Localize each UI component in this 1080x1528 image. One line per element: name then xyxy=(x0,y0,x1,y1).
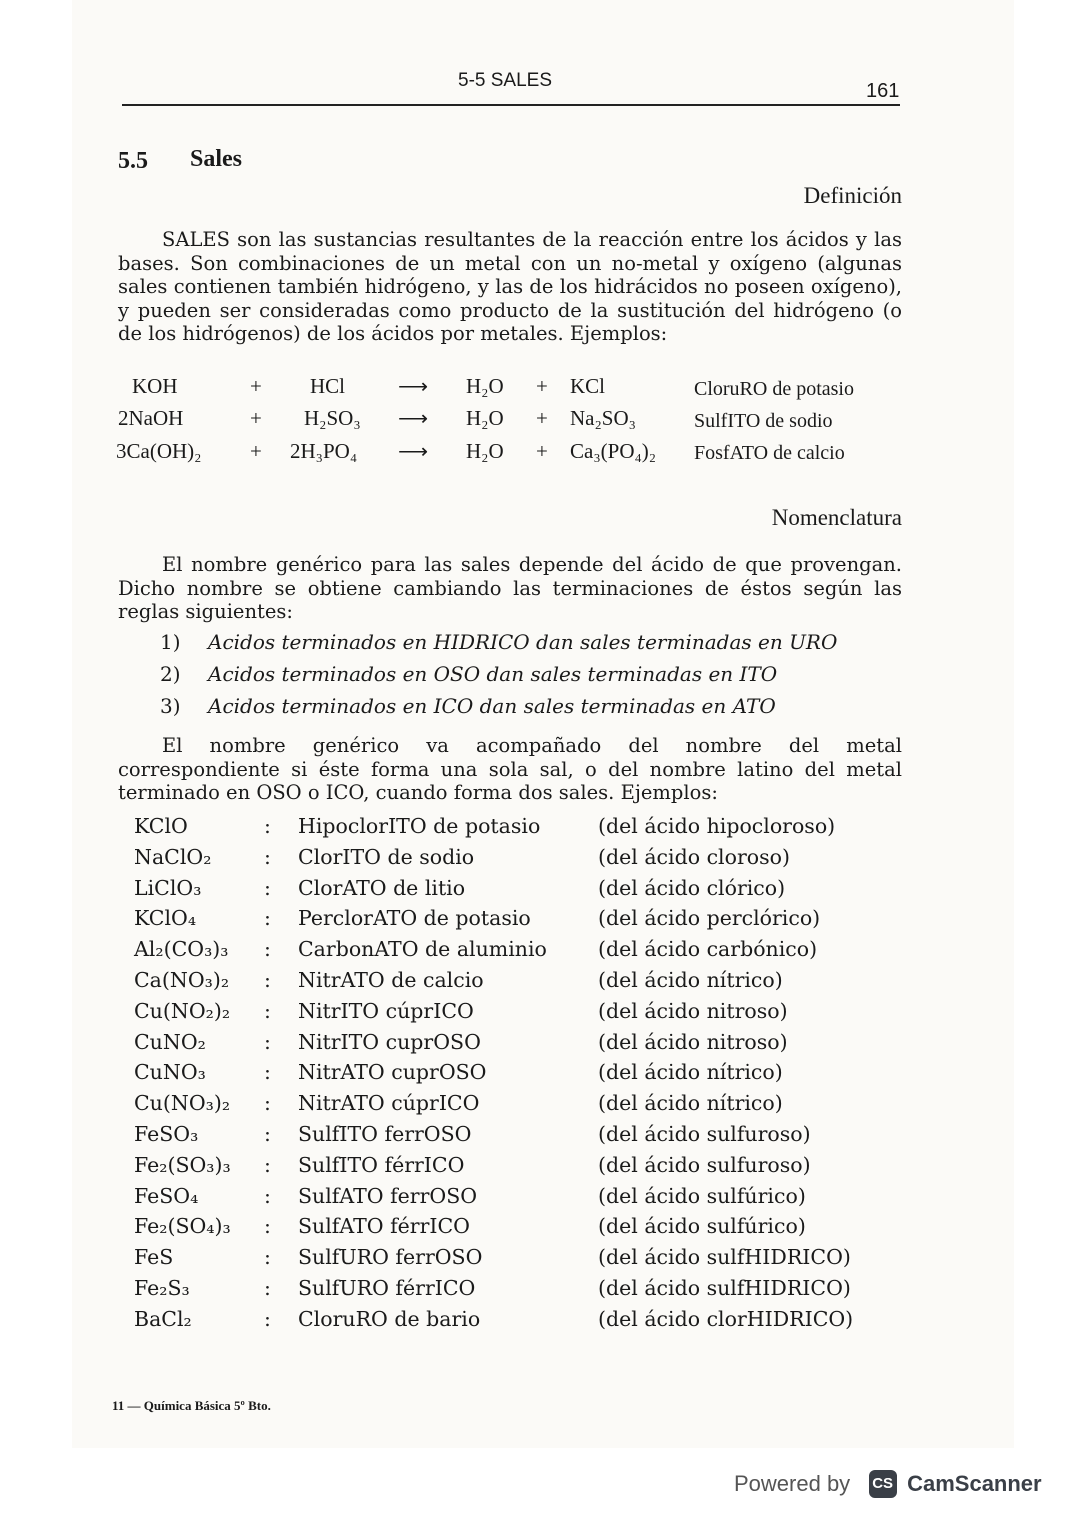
page-number: 161 xyxy=(866,80,900,102)
camscanner-logo-icon: CS xyxy=(869,1470,897,1498)
camscanner-watermark xyxy=(734,1470,1042,1506)
example-colon: : xyxy=(264,1060,271,1084)
example-colon: : xyxy=(264,876,271,900)
eq-arrow: ⟶ xyxy=(398,439,429,463)
eq-acid: HCl xyxy=(310,374,346,398)
powered-by-text: Powered by xyxy=(734,1471,851,1496)
example-colon: : xyxy=(264,1184,271,1208)
example-acid-origin: (del ácido nitroso) xyxy=(598,1030,788,1054)
example-salt-name: PerclorATO de potasio xyxy=(298,906,531,930)
example-salt-name: SulfATO férrICO xyxy=(298,1214,470,1238)
rule-text: Acidos terminados en HIDRICO dan sales terminadas en URO xyxy=(208,630,838,654)
example-salt-name: NitrITO cúprICO xyxy=(298,999,474,1023)
rule-number: 2) xyxy=(160,662,181,686)
example-formula: CuNO₂ xyxy=(134,1030,206,1054)
example-acid-origin: (del ácido hipocloroso) xyxy=(598,814,836,838)
eq-plus: + xyxy=(250,439,262,463)
footer-note: 11 — Química Básica 5º Bto. xyxy=(112,1398,271,1413)
eq-salt: KCl xyxy=(570,374,606,398)
example-salt-name: SulfURO ferrOSO xyxy=(298,1245,483,1269)
example-colon: : xyxy=(264,937,271,961)
eq-salt-name: CloruRO de potasio xyxy=(694,378,854,400)
example-acid-origin: (del ácido clorHIDRICO) xyxy=(598,1307,854,1331)
example-acid-origin: (del ácido clórico) xyxy=(598,876,786,900)
example-formula: Fe₂(SO₃)₃ xyxy=(134,1153,231,1177)
eq-salt-name: FosfATO de calcio xyxy=(694,442,845,464)
example-salt-name: CarbonATO de aluminio xyxy=(298,937,547,961)
eq-plus: + xyxy=(536,406,548,430)
example-colon: : xyxy=(264,968,271,992)
example-formula: Fe₂(SO₄)₃ xyxy=(134,1214,231,1238)
example-colon: : xyxy=(264,1091,271,1115)
example-acid-origin: (del ácido nítrico) xyxy=(598,1060,783,1084)
definicion-text: SALES son las sustancias resultantes de la reacción entre los ácidos y las bases. Son combinaciones de un metal con un no-metal y oxígeno (algunas sales contienen también hidrógeno, y las de los hidrácidos no poseen oxígeno), y pueden ser consideradas como producto de la sustitución del hidrógeno (o de los hidrógenos) de los ácidos por metales. Ejemplos: xyxy=(118,228,902,345)
example-formula: FeSO₄ xyxy=(134,1184,199,1208)
example-salt-name: ClorITO de sodio xyxy=(298,845,475,869)
example-formula: LiClO₃ xyxy=(134,876,202,900)
example-acid-origin: (del ácido sulfuroso) xyxy=(598,1122,811,1146)
example-formula: Al₂(CO₃)₃ xyxy=(134,937,229,961)
example-formula: Cu(NO₃)₂ xyxy=(134,1091,231,1115)
eq-plus: + xyxy=(536,374,548,398)
example-formula: Ca(NO₃)₂ xyxy=(134,968,230,992)
example-formula: CuNO₃ xyxy=(134,1060,206,1084)
eq-salt-name: SulfITO de sodio xyxy=(694,410,833,432)
example-formula: FeSO₃ xyxy=(134,1122,199,1146)
eq-base: 2NaOH xyxy=(118,406,184,430)
header-rule xyxy=(122,104,900,106)
eq-salt: Na₂SO₃ xyxy=(570,406,636,430)
example-acid-origin: (del ácido carbónico) xyxy=(598,937,818,961)
example-salt-name: NitrATO cúprICO xyxy=(298,1091,480,1115)
example-colon: : xyxy=(264,814,271,838)
example-colon: : xyxy=(264,999,271,1023)
example-salt-name: SulfURO férrICO xyxy=(298,1276,476,1300)
example-formula: KClO₄ xyxy=(134,906,197,930)
example-salt-name: SulfATO ferrOSO xyxy=(298,1184,478,1208)
section-title: Sales xyxy=(190,146,243,172)
example-colon: : xyxy=(264,1122,271,1146)
example-colon: : xyxy=(264,1276,271,1300)
example-colon: : xyxy=(264,1307,271,1331)
example-formula: NaClO₂ xyxy=(134,845,212,869)
example-formula: FeS xyxy=(134,1245,174,1269)
example-formula: Fe₂S₃ xyxy=(134,1276,190,1300)
example-acid-origin: (del ácido nítrico) xyxy=(598,968,783,992)
eq-water: H₂O xyxy=(466,374,504,398)
rule-number: 1) xyxy=(160,630,181,654)
example-colon: : xyxy=(264,1030,271,1054)
example-colon: : xyxy=(264,845,271,869)
nomenclatura-paragraph-2 xyxy=(118,734,902,805)
example-formula: Cu(NO₂)₂ xyxy=(134,999,231,1023)
eq-acid: H₂SO₃ xyxy=(304,406,361,430)
example-salt-name: HipoclorITO de potasio xyxy=(298,814,541,838)
example-acid-origin: (del ácido sulfHIDRICO) xyxy=(598,1276,851,1300)
eq-salt: Ca₃(PO₄)₂ xyxy=(570,439,657,463)
definicion-paragraph xyxy=(118,228,902,346)
definicion-heading: Definición xyxy=(803,183,902,208)
example-salt-name: NitrITO cuprOSO xyxy=(298,1030,481,1054)
example-formula: KClO xyxy=(134,814,188,838)
example-salt-name: SulfITO férrICO xyxy=(298,1153,465,1177)
example-colon: : xyxy=(264,1153,271,1177)
example-salt-name: SulfITO ferrOSO xyxy=(298,1122,472,1146)
eq-base: 3Ca(OH)₂ xyxy=(116,439,202,463)
nomenclatura-text-2: El nombre genérico va acompañado del nombre del metal correspondiente si éste forma una sola sal, o del nombre latino del metal terminado en OSO o ICO, cuando forma dos sales. Ejemplos: xyxy=(118,734,902,804)
eq-plus: + xyxy=(250,374,262,398)
example-acid-origin: (del ácido sulfúrico) xyxy=(598,1214,806,1238)
running-header: 5-5 SALES xyxy=(458,70,552,91)
example-acid-origin: (del ácido perclórico) xyxy=(598,906,821,930)
eq-base: KOH xyxy=(132,374,178,398)
eq-plus: + xyxy=(250,406,262,430)
nomenclatura-paragraph-1 xyxy=(118,553,902,624)
eq-water: H₂O xyxy=(466,406,504,430)
nomenclatura-text-1: El nombre genérico para las sales depende del ácido de que provengan. Dicho nombre se obtiene cambiando las terminaciones de éstos según las reglas siguientes: xyxy=(118,553,902,623)
rule-number: 3) xyxy=(160,694,181,718)
example-colon: : xyxy=(264,906,271,930)
example-acid-origin: (del ácido nitroso) xyxy=(598,999,788,1023)
section-number: 5.5 xyxy=(118,148,148,174)
nomenclatura-heading: Nomenclatura xyxy=(771,505,902,530)
example-acid-origin: (del ácido sulfHIDRICO) xyxy=(598,1245,851,1269)
eq-plus: + xyxy=(536,439,548,463)
example-colon: : xyxy=(264,1245,271,1269)
camscanner-brand: CamScanner xyxy=(907,1471,1042,1496)
example-colon: : xyxy=(264,1214,271,1238)
example-formula: BaCl₂ xyxy=(134,1307,192,1331)
rule-text: Acidos terminados en OSO dan sales terminadas en ITO xyxy=(208,662,778,686)
example-acid-origin: (del ácido sulfúrico) xyxy=(598,1184,806,1208)
example-acid-origin: (del ácido sulfuroso) xyxy=(598,1153,811,1177)
eq-water: H₂O xyxy=(466,439,504,463)
example-acid-origin: (del ácido nítrico) xyxy=(598,1091,783,1115)
example-salt-name: CloruRO de bario xyxy=(298,1307,481,1331)
example-salt-name: NitrATO cuprOSO xyxy=(298,1060,487,1084)
eq-arrow: ⟶ xyxy=(398,406,429,430)
rule-text: Acidos terminados en ICO dan sales terminadas en ATO xyxy=(208,694,776,718)
example-salt-name: ClorATO de litio xyxy=(298,876,466,900)
eq-acid: 2H₃PO₄ xyxy=(290,439,358,463)
example-salt-name: NitrATO de calcio xyxy=(298,968,484,992)
eq-arrow: ⟶ xyxy=(398,374,429,398)
example-acid-origin: (del ácido cloroso) xyxy=(598,845,790,869)
